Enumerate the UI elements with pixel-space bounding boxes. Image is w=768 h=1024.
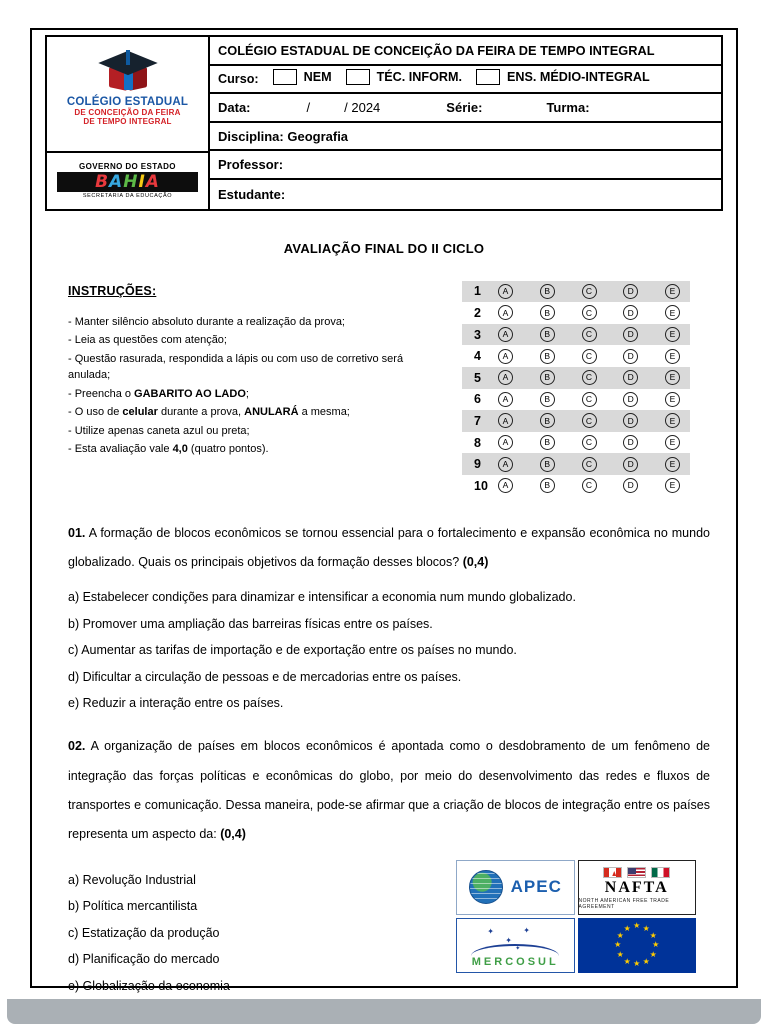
header-rows bbox=[210, 37, 721, 209]
eu-star-icon: ★ bbox=[616, 930, 624, 940]
answer-bubble-6d[interactable]: D bbox=[623, 392, 638, 407]
curso-options bbox=[259, 69, 650, 88]
answer-option: e) Globalização da economia bbox=[68, 978, 230, 993]
answer-bubble-2c[interactable]: C bbox=[582, 305, 597, 320]
exam-header bbox=[45, 35, 723, 211]
answer-row-number: 8 bbox=[474, 435, 481, 450]
date-month-field[interactable] bbox=[310, 98, 344, 116]
curso-label: Curso: bbox=[218, 71, 259, 86]
eu-star-icon: ★ bbox=[649, 930, 657, 940]
curso-checkbox-1[interactable] bbox=[346, 69, 370, 85]
question-body: A formação de blocos econômicos se tornou essencial para o fortalecimento e expansão econômica no mundo globalizado. Quais os principais objetivos da formação desses blocos? bbox=[68, 525, 710, 569]
curso-row bbox=[210, 66, 721, 95]
curso-option bbox=[462, 69, 650, 85]
star-icon: ✦ bbox=[487, 926, 494, 936]
answer-bubble-6e[interactable]: E bbox=[665, 392, 680, 407]
logo-school-name: COLÉGIO ESTADUAL bbox=[66, 96, 189, 108]
answer-bubble-1b[interactable]: B bbox=[540, 284, 555, 299]
date-slash: / bbox=[306, 99, 311, 115]
answer-sheet-row bbox=[462, 432, 690, 454]
instruction-item: - O uso de celular durante a prova, ANULARÁ a mesma; bbox=[68, 406, 350, 419]
eu-star-icon: ★ bbox=[614, 940, 622, 950]
answer-bubble-2e[interactable]: E bbox=[665, 305, 680, 320]
date-year: / 2024 bbox=[344, 99, 381, 115]
answer-bubble-3e[interactable]: E bbox=[665, 327, 680, 342]
question-body: A organização de países em blocos econômicos é apontada como o desdobramento de um fenômeno de integração das forças políticas e econômicas do globo, por meio do desenvolvimento das redes e fluxos de transportes e comunicação. Dessa maneira, pode-se afirmar que a criação de blocos de integração entre os países representa um aspecto da: bbox=[68, 739, 710, 842]
answer-bubble-7b[interactable]: B bbox=[540, 413, 555, 428]
star-icon: ✦ bbox=[515, 945, 521, 952]
star-icon: ✦ bbox=[523, 925, 530, 935]
answer-bubble-6b[interactable]: B bbox=[540, 392, 555, 407]
bahia-government-logo bbox=[47, 151, 208, 209]
mercosul-label: MERCOSUL bbox=[471, 955, 559, 968]
answer-bubble-4c[interactable]: C bbox=[582, 349, 597, 364]
answer-bubble-8a[interactable]: A bbox=[498, 435, 513, 450]
estudante-field[interactable] bbox=[285, 180, 713, 209]
answer-row-number: 9 bbox=[474, 457, 481, 472]
trade-bloc-logos bbox=[456, 860, 696, 973]
instruction-item: - Questão rasurada, respondida a lápis ou com uso de corretivo será anulada; bbox=[68, 352, 404, 382]
answer-bubble-8e[interactable]: E bbox=[665, 435, 680, 450]
answer-bubble-9c[interactable]: C bbox=[582, 457, 597, 472]
answer-bubble-1c[interactable]: C bbox=[582, 284, 597, 299]
eu-stars-icon bbox=[578, 918, 697, 973]
answer-option: d) Planificação do mercado bbox=[68, 952, 220, 967]
question-01 bbox=[68, 519, 710, 711]
answer-bubble-1d[interactable]: D bbox=[623, 284, 638, 299]
data-row bbox=[210, 94, 721, 123]
answer-option: d) Dificultar a circulação de pessoas e de mercadorias entre os países. bbox=[68, 669, 462, 684]
mid-section bbox=[68, 280, 710, 497]
answer-sheet-row bbox=[462, 475, 690, 497]
curso-option-label: TÉC. INFORM. bbox=[376, 70, 462, 85]
answer-row-number: 7 bbox=[474, 413, 481, 428]
serie-field[interactable] bbox=[482, 98, 542, 116]
answer-bubble-6a[interactable]: A bbox=[498, 392, 513, 407]
question-02 bbox=[68, 732, 710, 1005]
answer-bubble-3a[interactable]: A bbox=[498, 327, 513, 342]
answer-bubble-10e[interactable]: E bbox=[665, 478, 680, 493]
answer-bubble-4d[interactable]: D bbox=[623, 349, 638, 364]
answer-bubble-5b[interactable]: B bbox=[540, 370, 555, 385]
disciplina-label: Disciplina: Geografia bbox=[218, 128, 349, 144]
answer-bubble-2d[interactable]: D bbox=[623, 305, 638, 320]
eu-star-icon: ★ bbox=[616, 949, 624, 959]
nafta-subtitle: NORTH AMERICAN FREE TRADE AGREEMENT bbox=[578, 897, 670, 910]
answer-bubble-5c[interactable]: C bbox=[582, 370, 597, 385]
eu-star-icon: ★ bbox=[642, 956, 650, 966]
southern-cross-icon bbox=[467, 926, 563, 956]
answer-sheet-row bbox=[462, 367, 690, 389]
nafta-logo bbox=[578, 860, 697, 915]
answer-bubble-5a[interactable]: A bbox=[498, 370, 513, 385]
mexico-flag-icon bbox=[651, 867, 670, 878]
serie-label: Série: bbox=[446, 99, 483, 115]
school-logo bbox=[47, 37, 208, 151]
answer-bubble-7c[interactable]: C bbox=[582, 413, 597, 428]
answer-option: e) Reduzir a interação entre os países. bbox=[68, 696, 284, 711]
answer-bubble-9a[interactable]: A bbox=[498, 457, 513, 472]
estudante-label: Estudante: bbox=[218, 186, 286, 202]
apec-label: APEC bbox=[510, 877, 562, 897]
answer-bubble-8c[interactable]: C bbox=[582, 435, 597, 450]
page-border bbox=[30, 28, 738, 993]
answer-bubble-1e[interactable]: E bbox=[665, 284, 680, 299]
answer-bubble-4a[interactable]: A bbox=[498, 349, 513, 364]
data-label: Data: bbox=[218, 99, 251, 115]
answer-option: a) Estabelecer condições para dinamizar e intensificar a economia num mundo globalizado. bbox=[68, 590, 576, 605]
answer-row-number: 4 bbox=[474, 349, 481, 364]
canada-flag-icon bbox=[603, 867, 622, 878]
usa-flag-icon bbox=[627, 867, 646, 878]
answer-sheet-row bbox=[462, 281, 690, 303]
answer-bubble-5d[interactable]: D bbox=[623, 370, 638, 385]
star-icon: ✦ bbox=[505, 935, 512, 945]
question-01-text bbox=[68, 519, 710, 578]
eu-star-icon: ★ bbox=[633, 921, 641, 931]
answer-row-number: 1 bbox=[474, 284, 481, 299]
professor-row bbox=[210, 151, 721, 180]
page-bottom-edge bbox=[7, 999, 761, 1024]
answer-row-number: 6 bbox=[474, 392, 481, 407]
curso-option-label: ENS. MÉDIO-INTEGRAL bbox=[506, 70, 650, 85]
turma-label: Turma: bbox=[546, 99, 590, 115]
answer-option: b) Política mercantilista bbox=[68, 899, 198, 914]
eu-star-icon: ★ bbox=[652, 940, 660, 950]
question-01-options bbox=[68, 590, 710, 710]
eu-star-icon: ★ bbox=[649, 949, 657, 959]
turma-field[interactable] bbox=[590, 94, 713, 121]
instruction-item: - Leia as questões com atenção; bbox=[68, 334, 227, 347]
eu-star-icon: ★ bbox=[623, 956, 631, 966]
date-day-field[interactable] bbox=[251, 98, 307, 116]
instructions-section bbox=[68, 280, 440, 497]
estudante-row bbox=[210, 180, 721, 209]
curso-checkbox-2[interactable] bbox=[476, 69, 500, 85]
answer-option: b) Promover uma ampliação das barreiras físicas entre os países. bbox=[68, 616, 433, 631]
arc-line bbox=[471, 944, 559, 956]
instructions-heading: INSTRUÇÕES: bbox=[68, 283, 157, 298]
nafta-flags bbox=[603, 867, 670, 878]
bahia-wordmark: BAHIA bbox=[57, 172, 198, 192]
question-number: 02. bbox=[68, 739, 86, 754]
answer-bubble-9b[interactable]: B bbox=[540, 457, 555, 472]
professor-label: Professor: bbox=[218, 157, 284, 173]
question-02-text bbox=[68, 732, 710, 850]
curso-option bbox=[259, 69, 332, 85]
question-02-bottom bbox=[68, 860, 710, 1006]
answer-sheet-row bbox=[462, 324, 690, 346]
answer-row-number: 10 bbox=[474, 478, 488, 493]
answer-bubble-10c[interactable]: C bbox=[582, 478, 597, 493]
answer-bubble-10b[interactable]: B bbox=[540, 478, 555, 493]
answer-bubble-5e[interactable]: E bbox=[665, 370, 680, 385]
disciplina-row bbox=[210, 123, 721, 152]
answer-bubble-4e[interactable]: E bbox=[665, 349, 680, 364]
gov-subtitle: SECRETARIA DA EDUCAÇÃO bbox=[82, 193, 173, 200]
logo-cell bbox=[47, 37, 210, 209]
answer-bubble-2a[interactable]: A bbox=[498, 305, 513, 320]
gov-label: GOVERNO DO ESTADO bbox=[79, 162, 176, 172]
answer-bubble-9d[interactable]: D bbox=[623, 457, 638, 472]
answer-bubble-7d[interactable]: D bbox=[623, 413, 638, 428]
answer-sheet-row bbox=[462, 302, 690, 324]
instruction-item: - Esta avaliação vale 4,0 (quatro pontos). bbox=[68, 443, 269, 456]
question-points: (0,4) bbox=[462, 554, 489, 569]
answer-option: c) Aumentar as tarifas de importação e de exportação entre os países no mundo. bbox=[68, 643, 517, 658]
instructions-list bbox=[68, 314, 440, 458]
graduation-cap-icon bbox=[97, 42, 159, 94]
answer-row-number: 5 bbox=[474, 370, 481, 385]
eu-star-icon: ★ bbox=[623, 923, 631, 933]
nafta-label: NAFTA bbox=[604, 878, 669, 896]
mercosul-logo bbox=[456, 918, 575, 973]
answer-sheet-row bbox=[462, 389, 690, 411]
apec-logo bbox=[456, 860, 575, 915]
instruction-item: - Manter silêncio absoluto durante a realização da prova; bbox=[68, 315, 345, 328]
answer-bubble-6c[interactable]: C bbox=[582, 392, 597, 407]
logo-school-sub1: DE CONCEIÇÃO DA FEIRA bbox=[74, 108, 181, 117]
answer-row-number: 2 bbox=[474, 305, 481, 320]
eu-flag bbox=[578, 918, 697, 973]
professor-field[interactable] bbox=[283, 151, 713, 178]
answer-bubble-3b[interactable]: B bbox=[540, 327, 555, 342]
question-02-options bbox=[68, 873, 456, 1006]
curso-checkbox-0[interactable] bbox=[273, 69, 297, 85]
answer-bubble-3c[interactable]: C bbox=[582, 327, 597, 342]
curso-option bbox=[332, 69, 462, 85]
school-name-row: COLÉGIO ESTADUAL DE CONCEIÇÃO DA FEIRA DE TEMPO INTEGRAL bbox=[210, 37, 721, 66]
answer-bubble-10a[interactable]: A bbox=[498, 478, 513, 493]
answer-sheet-row bbox=[462, 453, 690, 475]
eu-star-icon: ★ bbox=[633, 959, 641, 969]
answer-bubble-2b[interactable]: B bbox=[540, 305, 555, 320]
answer-bubble-7e[interactable]: E bbox=[665, 413, 680, 428]
instruction-item: - Utilize apenas caneta azul ou preta; bbox=[68, 424, 250, 437]
globe-icon bbox=[469, 870, 503, 904]
curso-option-label: NEM bbox=[303, 70, 332, 85]
answer-bubble-4b[interactable]: B bbox=[540, 349, 555, 364]
answer-bubble-9e[interactable]: E bbox=[665, 457, 680, 472]
answer-option: a) Revolução Industrial bbox=[68, 872, 196, 887]
answer-bubble-8b[interactable]: B bbox=[540, 435, 555, 450]
answer-row-number: 3 bbox=[474, 327, 481, 342]
answer-sheet-row bbox=[462, 345, 690, 367]
answer-bubble-3d[interactable]: D bbox=[623, 327, 638, 342]
answer-sheet bbox=[462, 280, 690, 497]
logo-school-sub2: DE TEMPO INTEGRAL bbox=[83, 117, 172, 126]
answer-sheet-row bbox=[462, 410, 690, 432]
question-number: 01. bbox=[68, 525, 86, 540]
answer-bubble-1a[interactable]: A bbox=[498, 284, 513, 299]
answer-option: c) Estatização da produção bbox=[68, 925, 220, 940]
eu-star-icon: ★ bbox=[642, 923, 650, 933]
question-points: (0,4) bbox=[220, 827, 246, 842]
answer-bubble-10d[interactable]: D bbox=[623, 478, 638, 493]
page-title: AVALIAÇÃO FINAL DO II CICLO bbox=[283, 240, 485, 256]
instruction-item: - Preencha o GABARITO AO LADO; bbox=[68, 387, 249, 400]
answer-bubble-8d[interactable]: D bbox=[623, 435, 638, 450]
answer-bubble-7a[interactable]: A bbox=[498, 413, 513, 428]
